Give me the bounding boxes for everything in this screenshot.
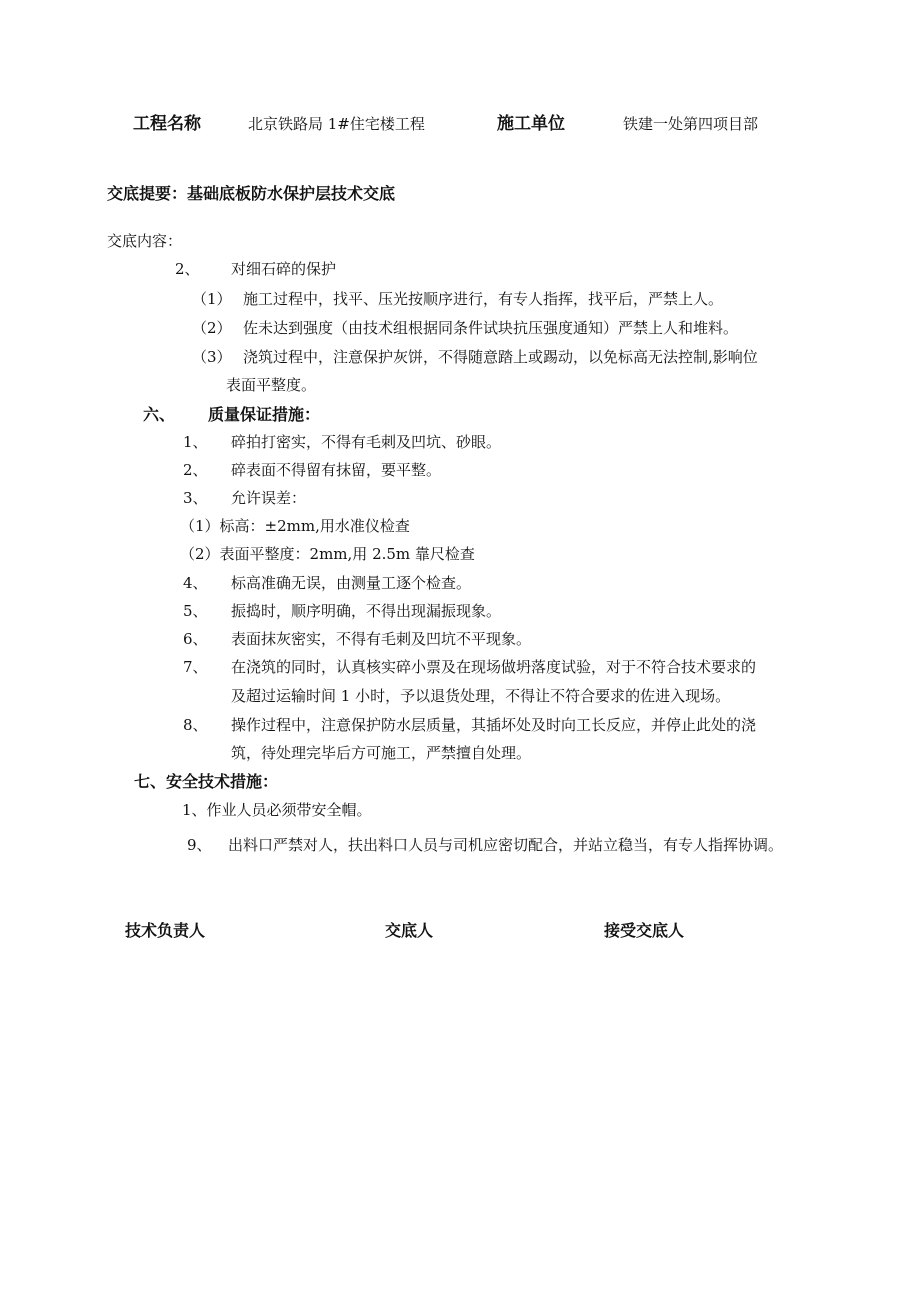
section-6-item-6-number: 6、 [183, 630, 208, 648]
section-6-item-7-text-line-2: 及超过运输时间 1 小时，予以退货处理，不得让不符合要求的佐进入现场。 [231, 687, 731, 705]
section-6-item-1-text: 碎拍打密实，不得有毛刺及凹坑、砂眼。 [231, 433, 502, 451]
item-2-sub-1-number: （1） [192, 290, 232, 308]
section-7-title: 七、安全技术措施： [134, 772, 279, 791]
item-2-sub-1-text: 施工过程中，找平、压光按顺序进行，有专人指挥，找平后，严禁上人。 [243, 290, 724, 308]
construction-unit-value: 铁建一处第四项目部 [623, 115, 759, 133]
item-2-number: 2、 [175, 260, 200, 278]
item-2-sub-3-text-line-2: 表面平整度。 [226, 376, 317, 394]
section-6-item-8-text-line-2: 筑，待处理完毕后方可施工，严禁擅自处理。 [231, 744, 532, 762]
signature-receiver-label: 接受交底人 [604, 921, 685, 940]
item-2-sub-2-text: 佐未达到强度（由技术组根据同条件试块抗压强度通知）严禁上人和堆料。 [243, 319, 739, 337]
item-2-sub-3-text-line-1: 浇筑过程中，注意保护灰饼，不得随意踏上或踢动，以免标高无法控制,影响位 [243, 348, 758, 366]
section-6-item-4-text: 标高准确无误，由测量工逐个检查。 [231, 574, 472, 592]
section-6-item-8-text-line-1: 操作过程中，注意保护防水层质量，其插坏处及时向工长反应，并停止此处的浇 [231, 716, 757, 734]
signature-tech-lead-label: 技术负责人 [125, 921, 206, 940]
construction-unit-label: 施工单位 [497, 114, 565, 134]
section-6-item-7-number: 7、 [183, 658, 208, 676]
section-7-item-9-text: 出料口严禁对人，扶出料口人员与司机应密切配合，并站立稳当，有专人指挥协调。 [228, 836, 784, 854]
project-name-value: 北京铁路局 1#住宅楼工程 [248, 115, 425, 133]
tolerance-flatness: （2）表面平整度：2mm,用 2.5m 靠尺检查 [180, 545, 475, 563]
section-6-item-2-text: 碎表面不得留有抹留，要平整。 [231, 461, 442, 479]
content-label: 交底内容： [107, 232, 183, 250]
section-6-item-6-text: 表面抹灰密实，不得有毛刺及凹坑不平现象。 [231, 630, 532, 648]
section-6-item-3-number: 3、 [183, 489, 208, 507]
section-6-item-5-number: 5、 [183, 602, 208, 620]
item-2-sub-2-number: （2） [192, 319, 232, 337]
section-6-title: 质量保证措施： [208, 405, 321, 424]
project-name-label: 工程名称 [133, 114, 201, 134]
section-6-item-3-text: 允许误差： [231, 489, 307, 507]
tolerance-elevation: （1）标高：±2mm,用水准仪检查 [180, 517, 410, 535]
section-7-item-1: 1、作业人员必须带安全帽。 [182, 801, 372, 819]
section-6-item-5-text: 振捣时，顺序明确，不得出现漏振现象。 [231, 602, 502, 620]
section-6-item-4-number: 4、 [183, 574, 208, 592]
briefing-summary: 交底提要：基础底板防水保护层技术交底 [107, 184, 396, 203]
section-6-item-7-text-line-1: 在浇筑的同时，认真核实碎小票及在现场做坍落度试验，对于不符合技术要求的 [231, 658, 757, 676]
section-7-item-9-number: 9、 [187, 836, 212, 854]
section-6-item-2-number: 2、 [183, 461, 208, 479]
section-6-item-8-number: 8、 [183, 716, 208, 734]
signature-presenter-label: 交底人 [385, 921, 434, 940]
section-6-item-1-number: 1、 [183, 433, 208, 451]
item-2-title: 对细石碎的保护 [231, 260, 337, 278]
section-6-number: 六、 [143, 405, 176, 424]
item-2-sub-3-number: （3） [192, 348, 232, 366]
